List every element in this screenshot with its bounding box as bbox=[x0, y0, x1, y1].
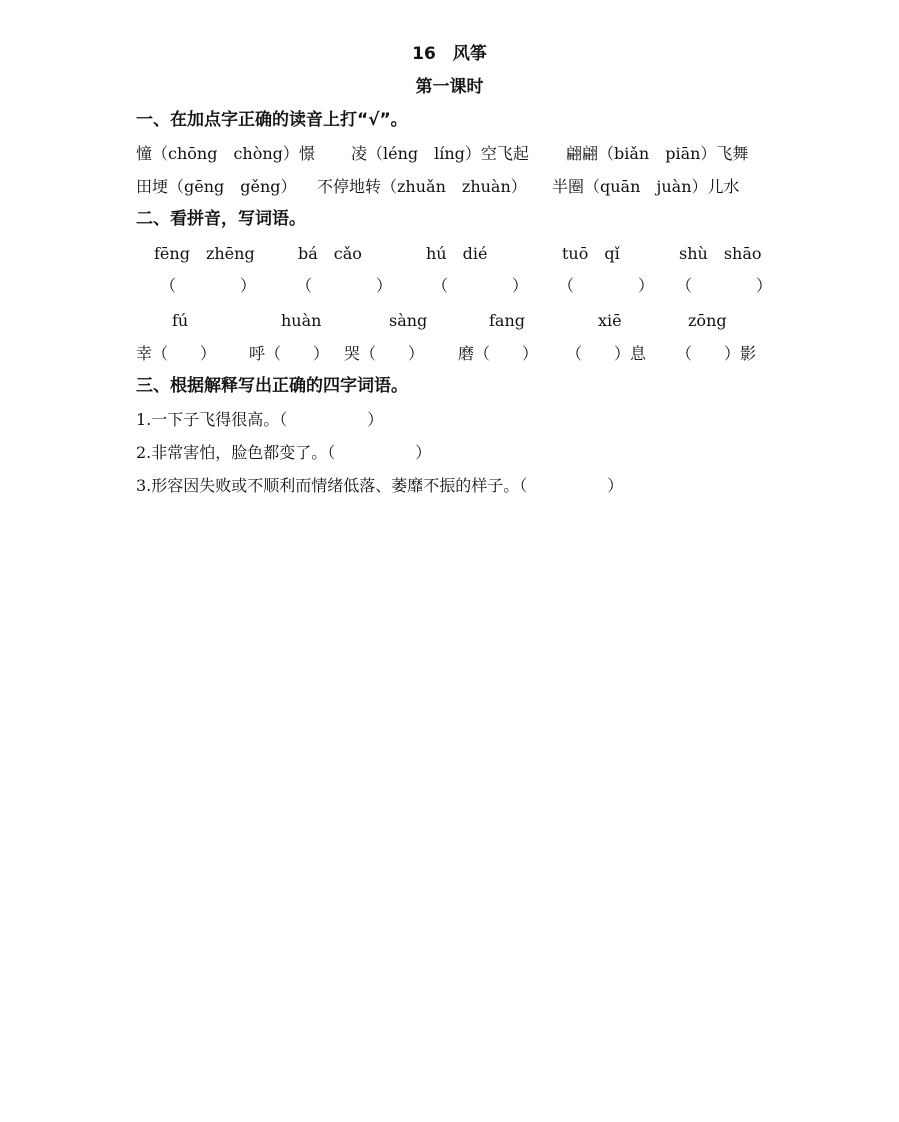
answer-blank: （ ） bbox=[160, 276, 257, 295]
pinyin-choice-item: 凌（léng líng）空飞起 bbox=[351, 144, 529, 163]
pinyin-prompt: fú bbox=[172, 311, 189, 330]
pinyin-choice-item: 不停地转（zhuǎn zhuàn） bbox=[317, 177, 527, 196]
lesson-title: 16 风筝 bbox=[412, 44, 487, 64]
pinyin-prompt: tuō qǐ bbox=[562, 244, 620, 263]
answer-blank: （ ） bbox=[676, 276, 773, 295]
section1-heading: 一、在加点字正确的读音上打“√”。 bbox=[136, 110, 408, 130]
answer-blank: （ ） bbox=[296, 276, 393, 295]
fill-word: 呼（ ） bbox=[249, 344, 330, 363]
pinyin-prompt: fēng zhēng bbox=[154, 244, 255, 263]
fill-word: 哭（ ） bbox=[344, 344, 425, 363]
fill-word: （ ）息 bbox=[566, 344, 647, 363]
word-row-2 bbox=[136, 342, 764, 366]
pinyin-prompt: shù shāo bbox=[679, 244, 762, 263]
section1-row2 bbox=[136, 175, 764, 199]
fill-word: （ ）影 bbox=[676, 344, 757, 363]
question-item: 2.非常害怕，脸色都变了。（ ） bbox=[136, 443, 432, 462]
pinyin-choice-item: 半圈（quān juàn）儿水 bbox=[552, 177, 740, 196]
pinyin-choice-item: 憧（chōng chòng）憬 bbox=[136, 144, 315, 163]
pinyin-prompt: zōng bbox=[688, 311, 727, 330]
fill-word: 磨（ ） bbox=[458, 344, 539, 363]
pinyin-row-2 bbox=[136, 309, 764, 333]
pinyin-prompt: xiē bbox=[598, 311, 622, 330]
question-item: 3.形容因失败或不顺利而情绪低落、萎靡不振的样子。（ ） bbox=[136, 476, 624, 495]
pinyin-row-1 bbox=[136, 242, 764, 266]
pinyin-prompt: bá cǎo bbox=[298, 244, 362, 263]
section2-heading: 二、看拼音，写词语。 bbox=[136, 209, 306, 229]
question-item: 1.一下子飞得很高。（ ） bbox=[136, 410, 384, 429]
fill-word: 幸（ ） bbox=[136, 344, 217, 363]
section1-row1 bbox=[136, 142, 764, 166]
answer-blank: （ ） bbox=[432, 276, 529, 295]
pinyin-prompt: hú dié bbox=[426, 244, 488, 263]
blank-row-1 bbox=[136, 274, 773, 298]
answer-blank: （ ） bbox=[558, 276, 655, 295]
lesson-subtitle: 第一课时 bbox=[415, 77, 484, 97]
pinyin-prompt: sàng bbox=[389, 311, 428, 330]
section3-heading: 三、根据解释写出正确的四字词语。 bbox=[136, 376, 408, 396]
pinyin-choice-item: 翩翩（biǎn piān）飞舞 bbox=[566, 144, 749, 163]
pinyin-choice-item: 田埂（gēng gěng） bbox=[136, 177, 297, 196]
pinyin-prompt: fang bbox=[489, 311, 526, 330]
pinyin-prompt: huàn bbox=[281, 311, 322, 330]
